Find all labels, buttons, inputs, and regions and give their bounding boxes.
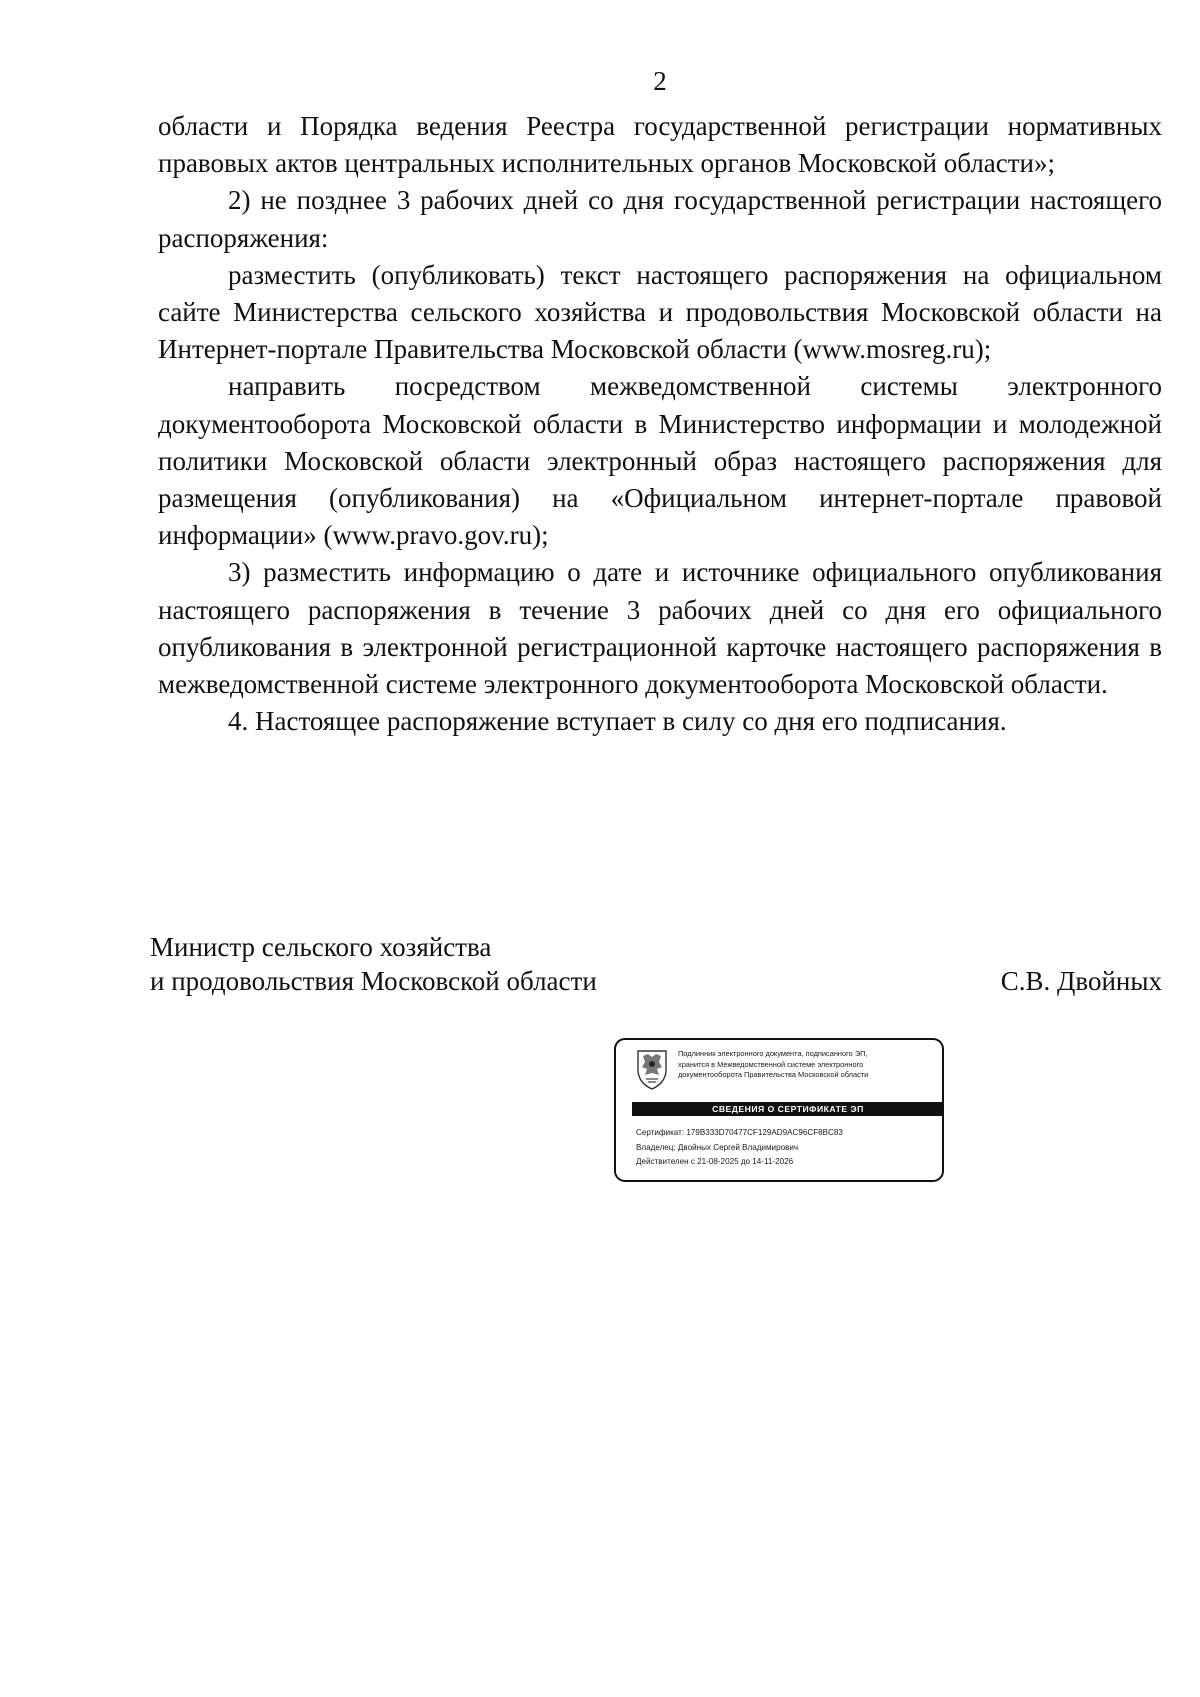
stamp-note bbox=[678, 1049, 940, 1081]
stamp-header: СВЕДЕНИЯ О СЕРТИФИКАТЕ ЭП bbox=[632, 1102, 944, 1116]
stamp-details bbox=[636, 1126, 940, 1170]
electronic-signature-stamp bbox=[614, 1038, 944, 1182]
signatory-name: С.В. Двойных bbox=[1000, 966, 1162, 996]
certificate-number: Сертификат: 179B333D70477CF129AD9AC96CF8BC83 bbox=[636, 1128, 843, 1137]
coat-of-arms-icon bbox=[634, 1048, 670, 1090]
certificate-validity: Действителен с 21-08-2025 до 14-11-2026 bbox=[636, 1157, 794, 1166]
stamp-note-line3: документооборота Правительства Московской области bbox=[678, 1070, 869, 1079]
paragraph-continuation: области и Порядка ведения Реестра государственной регистрации нормативных правовых актов центральных исполнительных органов Московской области»; bbox=[158, 111, 1162, 179]
document-body bbox=[158, 108, 1162, 740]
paragraph-publish-website: разместить (опубликовать) текст настоящего распоряжения на официальном сайте Министерства сельского хозяйства и продовольствия Московской области на Интернет-портале Правительства Московской области (www.mosreg.ru); bbox=[158, 259, 1162, 365]
stamp-note-line2: хранится в Межведомственной системе электронного bbox=[678, 1059, 864, 1069]
signatory-title-line2: и продовольствия Московской области bbox=[150, 966, 597, 996]
paragraph-item-4: 4. Настоящее распоряжение вступает в силу со дня его подписания. bbox=[228, 706, 1007, 737]
certificate-owner: Владелец: Двойных Сергей Владимирович bbox=[636, 1142, 799, 1152]
stamp-note-line1: Подлинник электронного документа, подписанного ЭП, bbox=[678, 1049, 868, 1058]
signature-block bbox=[150, 930, 1162, 998]
page-number: 2 bbox=[653, 66, 667, 96]
paragraph-item-2: 2) не позднее 3 рабочих дней со дня государственной регистрации настоящего распоряжения: bbox=[158, 185, 1162, 253]
paragraph-item-3: 3) разместить информацию о дате и источнике официального опубликования настоящего распоряжения в течение 3 рабочих дней со дня его официального опубликования в электронной регистрационной карточке настоящего распоряжения в межведомственной системе электронного документооборота Московской области. bbox=[158, 557, 1162, 700]
signatory-title-line1: Министр сельского хозяйства bbox=[150, 932, 492, 962]
paragraph-send-edo: направить посредством межведомственной системы электронного документооборота Московской области в Министерство информации и молодежной политики Московской области электронный образ настоящего распоряжения для размещения (опубликования) на «Официальном интернет-портале правовой информации» (www.pravo.gov.ru); bbox=[158, 371, 1162, 551]
